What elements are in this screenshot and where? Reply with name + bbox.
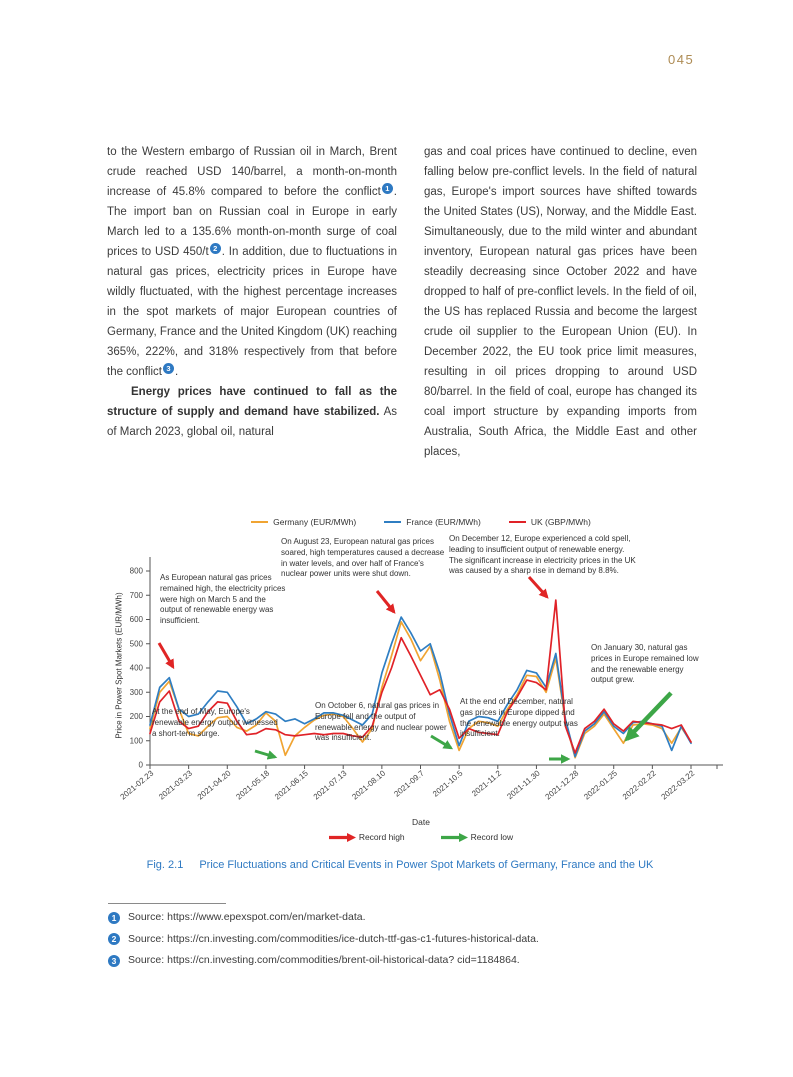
paragraph-1-text-a: to the Western embargo of Russian oil in March, Brent crude reached USD 140/barrel, a month-on-month increase of 45.8% compared to before the conflict bbox=[107, 146, 397, 198]
series-legend bbox=[105, 517, 737, 527]
footnote-2 bbox=[108, 933, 539, 946]
legend-item-france bbox=[384, 517, 481, 527]
footnote-2-number: 2 bbox=[108, 933, 120, 945]
footnote-separator bbox=[108, 903, 226, 904]
footnotes bbox=[108, 911, 539, 976]
paragraph-2-rest: As of March 2023, global oil, natural bbox=[107, 406, 397, 438]
record-high-legend-item bbox=[329, 832, 405, 842]
legend-label-germany: Germany (EUR/MWh) bbox=[273, 517, 357, 527]
svg-text:2021-10.5: 2021-10.5 bbox=[431, 768, 465, 799]
svg-text:2021-12.28: 2021-12.28 bbox=[543, 768, 581, 802]
svg-text:2021-09.7: 2021-09.7 bbox=[392, 768, 426, 799]
annotation-january-30: On January 30, natural gas prices in Europe remained low and the renewable energy output grew. bbox=[591, 643, 699, 685]
svg-text:700: 700 bbox=[129, 590, 143, 600]
svg-text:2021-06.15: 2021-06.15 bbox=[273, 768, 310, 802]
footnote-1-number: 1 bbox=[108, 912, 120, 924]
annotation-october-6: On October 6, natural gas prices in Europe fell and the output of renewable energy and nuclear power was insufficient. bbox=[315, 701, 447, 743]
figure-caption bbox=[104, 859, 696, 871]
footnote-3-text: Source: https://cn.investing.com/commodities/brent-oil-historical-data? cid=1184864. bbox=[128, 954, 520, 966]
page-number: 045 bbox=[668, 52, 695, 67]
annotation-december-12: On December 12, Europe experienced a cold spell, leading to insufficient output of renewable energy. The significant increase in electricity prices in the UK was caused by a sharp rise in demand by 8.8%. bbox=[449, 534, 636, 576]
svg-text:500: 500 bbox=[129, 639, 143, 649]
record-high-arrow-icon bbox=[329, 833, 356, 842]
footnote-marker-2: 2 bbox=[210, 243, 221, 254]
annotation-march-5: As European natural gas prices remained high, the electricity prices were high on March 5 and the output of renewable energy was insufficient. bbox=[160, 573, 286, 626]
legend-label-france: France (EUR/MWh) bbox=[406, 517, 481, 527]
uk-line-swatch bbox=[509, 521, 526, 523]
legend-item-germany bbox=[251, 517, 356, 527]
svg-text:600: 600 bbox=[129, 615, 143, 624]
annotation-august-23: On August 23, European natural gas prices soared, high temperatures caused a decrease in water levels, and over half of France's nuclear power units were shut down. bbox=[281, 537, 445, 579]
footnote-3-number: 3 bbox=[108, 955, 120, 967]
svg-text:2021-08.10: 2021-08.10 bbox=[350, 768, 388, 802]
record-legend bbox=[105, 832, 737, 842]
svg-text:2021-07.13: 2021-07.13 bbox=[311, 768, 349, 802]
paragraph-1 bbox=[107, 142, 397, 382]
svg-text:2021-11.30: 2021-11.30 bbox=[505, 768, 542, 802]
france-line-swatch bbox=[384, 521, 401, 523]
footnote-2-text: Source: https://cn.investing.com/commodities/ice-dutch-ttf-gas-c1-futures-historical-data. bbox=[128, 932, 539, 945]
svg-text:0: 0 bbox=[138, 760, 143, 770]
svg-text:200: 200 bbox=[129, 712, 143, 721]
paragraph-3: gas and coal prices have continued to decline, even falling below pre-conflict levels. In the field of natural gas, Europe's import sources have shifted towards the United States (US), Norway, and the Middle East. Simultaneously, due to the mild winter and abundant inventory, European natural gas prices have been steadily decreasing since October 2022 and have dropped to half of pre-conflict levels. In the field of oil, the US has replaced Russia and become the largest crude oil supplier to the European Union (EU). In December 2022, the EU took price limit measures, resulting in oil prices dropping to around USD 80/barrel. In the field of coal, europe has changed its coal import structure by expanding imports from Australia, South Africa, the Middle East and other places, bbox=[424, 146, 697, 458]
svg-text:800: 800 bbox=[129, 566, 143, 576]
figure-title: Price Fluctuations and Critical Events in Power Spot Markets of Germany, France and the UK bbox=[199, 859, 654, 871]
svg-text:2022-03.22: 2022-03.22 bbox=[659, 768, 697, 802]
svg-text:2021-11.2: 2021-11.2 bbox=[470, 768, 504, 799]
x-axis-title: Date bbox=[412, 817, 430, 827]
footnote-3 bbox=[108, 954, 539, 967]
svg-text:100: 100 bbox=[129, 736, 143, 746]
svg-text:2022-02.22: 2022-02.22 bbox=[620, 768, 658, 802]
annotation-end-of-may: At the end of May, Europe's renewable energy output witnessed a short-term surge. bbox=[152, 707, 278, 738]
svg-text:300: 300 bbox=[129, 687, 143, 697]
footnote-marker-3: 3 bbox=[163, 363, 174, 374]
paragraph-1-text-c: . In addition, due to fluctuations in natural gas prices, electricity prices in Europe have wildly fluctuated, with the highest percentage increases in the spot markets of major European countries of Germany, France and the United Kingdom (UK) reaching 365%, 222%, and 318% respectively from that before the conflict bbox=[107, 246, 397, 378]
paragraph-1-text-d: . bbox=[174, 366, 179, 378]
figure-label: Fig. 2.1 bbox=[146, 859, 184, 871]
germany-line-swatch bbox=[251, 521, 268, 523]
annotation-end-of-december: At the end of December, natural gas prices in Europe dipped and the renewable energy output was insufficient. bbox=[460, 697, 578, 739]
footnote-1-text: Source: https://www.epexspot.com/en/market-data. bbox=[128, 911, 366, 923]
record-high-label: Record high bbox=[358, 832, 405, 842]
footnote-marker-1: 1 bbox=[382, 183, 393, 194]
record-low-label: Record low bbox=[470, 832, 514, 842]
paragraph-1-text-b: . The import ban on Russian coal in Europe in early March led to a 135.6% month-on-month surge of coal prices to USD 450/t bbox=[107, 186, 397, 258]
record-low-arrow-icon bbox=[441, 833, 468, 842]
footnote-1 bbox=[108, 911, 539, 924]
svg-text:2021-04.20: 2021-04.20 bbox=[195, 768, 233, 802]
svg-text:2021-05.18: 2021-05.18 bbox=[234, 768, 272, 802]
svg-text:2021-03.23: 2021-03.23 bbox=[157, 768, 194, 802]
figure-2-1-chart bbox=[105, 515, 737, 860]
legend-label-uk: UK (GBP/MWh) bbox=[530, 517, 591, 527]
left-column bbox=[107, 142, 397, 442]
record-low-legend-item bbox=[441, 832, 514, 842]
svg-text:2022-01.25: 2022-01.25 bbox=[582, 768, 619, 802]
svg-text:400: 400 bbox=[129, 663, 143, 673]
y-axis-title: Price in Power Spot Markets (EUR/MWh) bbox=[114, 592, 124, 739]
legend-item-uk bbox=[509, 517, 591, 527]
paragraph-2 bbox=[107, 382, 397, 442]
paragraph-2-bold: Energy prices have continued to fall as the structure of supply and demand have stabilized. bbox=[107, 386, 397, 418]
right-column bbox=[424, 142, 697, 462]
svg-text:2021-02.23: 2021-02.23 bbox=[118, 768, 156, 802]
